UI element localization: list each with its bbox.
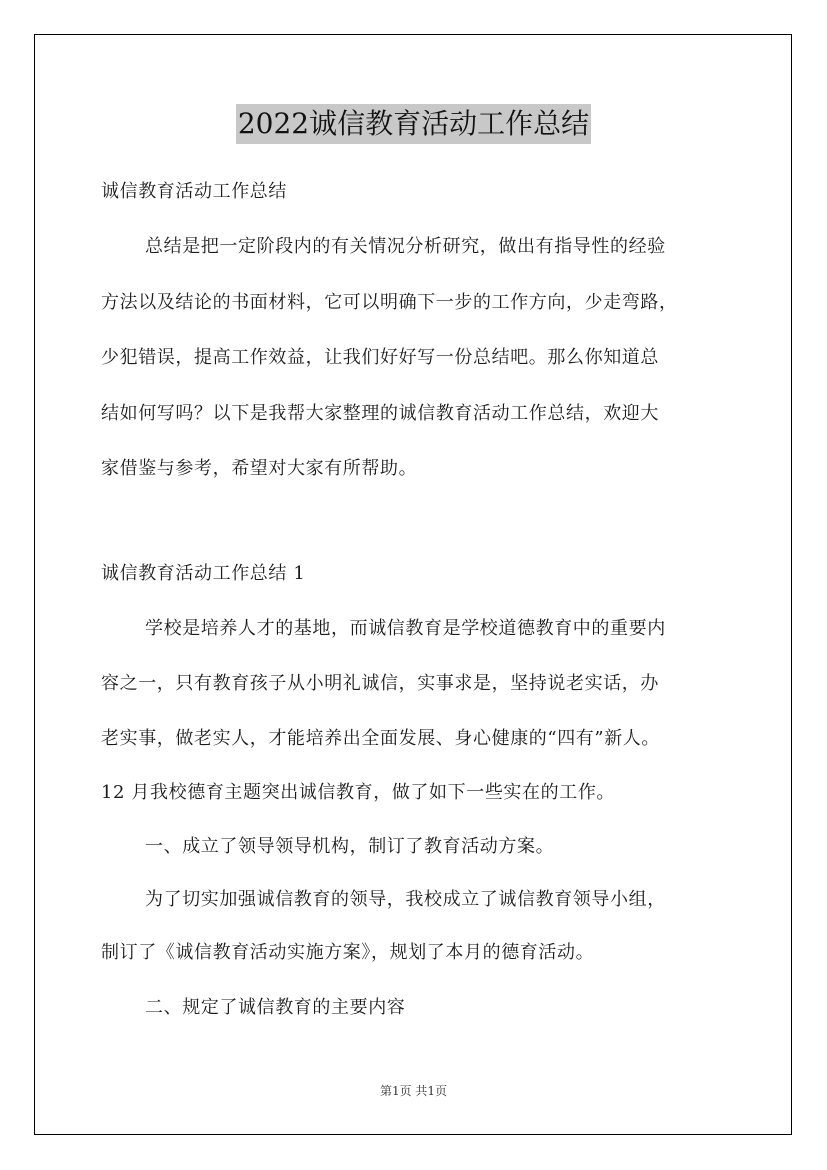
- intro-line: 方法以及结论的书面材料，它可以明确下一步的工作方向，少走弯路，: [101, 292, 678, 313]
- point-heading: 一、成立了领导领导机构，制订了教育活动方案。: [145, 836, 555, 857]
- intro-line: 少犯错误，提高工作效益，让我们好好写一份总结吧。那么你知道总: [101, 347, 659, 368]
- paragraph-line: 制订了《诚信教育活动实施方案》，规划了本月的德育活动。: [101, 942, 595, 963]
- intro-line: 家借鉴与参考，希望对大家有所帮助。: [101, 458, 418, 479]
- subtitle: 诚信教育活动工作总结: [101, 181, 287, 202]
- paragraph-line: 学校是培养人才的基地，而诚信教育是学校道德教育中的重要内: [145, 618, 666, 639]
- intro-line: 总结是把一定阶段内的有关情况分析研究，做出有指导性的经验: [145, 236, 666, 257]
- paragraph-line: 老实事，做老实人，才能培养出全面发展、身心健康的“四有”新人。: [101, 728, 661, 749]
- paragraph-line: 容之一，只有教育孩子从小明礼诚信，实事求是，坚持说老实话，办: [101, 673, 659, 694]
- point-heading: 二、规定了诚信教育的主要内容: [145, 997, 406, 1018]
- paragraph-line: 为了切实加强诚信教育的领导，我校成立了诚信教育领导小组，: [145, 889, 666, 910]
- document-title: 2022诚信教育活动工作总结: [236, 104, 591, 144]
- intro-line: 结如何写吗？以下是我帮大家整理的诚信教育活动工作总结，欢迎大: [101, 403, 659, 424]
- section-heading: 诚信教育活动工作总结 1: [101, 563, 306, 584]
- document-title-wrapper: [0, 104, 827, 144]
- paragraph-line: 12 月我校德育主题突出诚信教育，做了如下一些实在的工作。: [101, 782, 616, 803]
- page-footer: 第1页 共1页: [379, 1084, 448, 1098]
